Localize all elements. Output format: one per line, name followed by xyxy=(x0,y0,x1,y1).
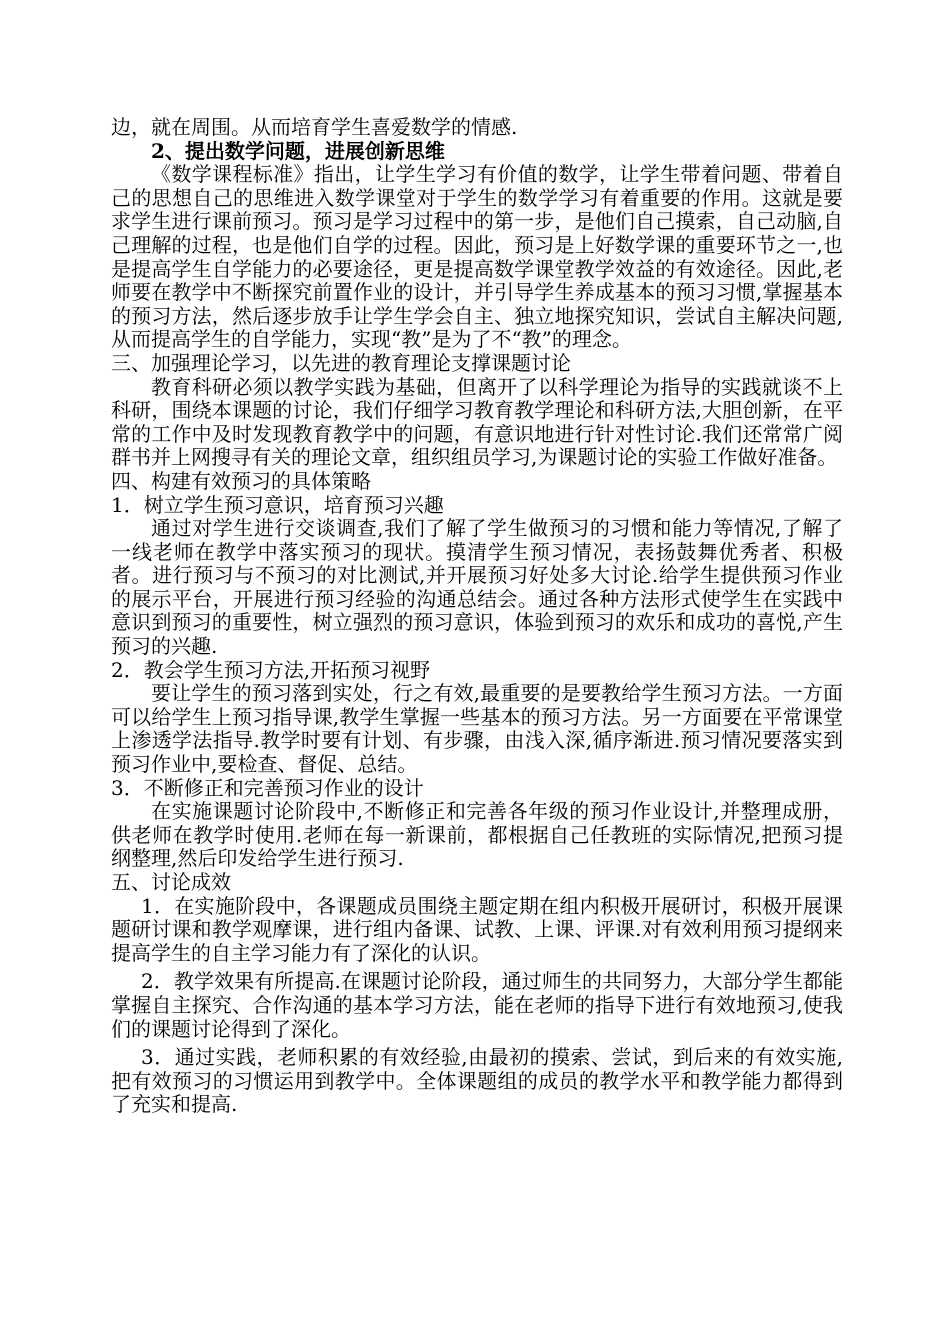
paragraph-curriculum-standard: 《数学课程标准》指出，让学生学习有价值的数学，让学生带着问题、带着自己的思想自己的思维进入数学课堂对于学生的数学学习有着重要的作用。这就是要求学生进行课前预习。预习是学习过程中的第一步，是他们自己摸索，自己动脑,自己理解的过程，也是他们自学的过程。因此，预习是上好数学课的重要环节之一,也是提高学生自学能力的必要途径，更是提高数学课堂教学效益的有效途径。因此,老师要在教学中不断探究前置作业的设计，并引导学生养成基本的预习习惯,掌握基本的预习方法，然后逐步放手让学生学会自主、独立地探究知识，尝试自主解决问题,从而提高学生的自学能力，实现“教”是为了不“教”的理念。 xyxy=(111,162,843,352)
subheading-strategy-1: 1．树立学生预习意识，培育预习兴趣 xyxy=(111,492,444,517)
paragraph-result-3: 3．通过实践，老师积累的有效经验,由最初的摸索、尝试，到后来的有效实施,把有效预习的习惯运用到教学中。全体课题组的成员的教学水平和教学能力都得到了充实和提高. xyxy=(111,1045,843,1117)
subheading-strategy-3: 3．不断修正和完善预习作业的设计 xyxy=(111,775,424,800)
paragraph-result-1: 1．在实施阶段中，各课题成员围绕主题定期在组内积极开展研讨，积极开展课题研讨课和教学观摩课，进行组内备课、试教、上课、评课.对有效利用预习提纲来提高学生的自主学习能力有了深化的认识。 xyxy=(111,893,843,965)
subheading-strategy-2: 2．教会学生预习方法,开拓预习视野 xyxy=(111,657,431,682)
paragraph-strategy-3: 在实施课题讨论阶段中,不断修正和完善各年级的预习作业设计,并整理成册，供老师在教学时使用.老师在每一新课前，都根据自己任教班的实际情况,把预习提纲整理,然后印发给学生进行预习. xyxy=(111,799,843,871)
paragraph-strategy-2: 要让学生的预习落到实处，行之有效,最重要的是要教给学生预习方法。一方面可以给学生上预习指导课,教学生掌握一些基本的预习方法。另一方面要在平常课堂上渗透学法指导.教学时要有计划、有步骤，由浅入深,循序渐进.预习情况要落实到预习作业中,要检查、督促、总结。 xyxy=(111,681,843,777)
section-heading-strategies: 四、构建有效预习的具体策略 xyxy=(111,468,371,493)
section-heading-theory: 三、加强理论学习，以先进的教育理论支撑课题讨论 xyxy=(111,350,571,375)
document-page xyxy=(111,116,843,1117)
subheading-math-problems: 2、提出数学问题，进展创新思维 xyxy=(151,138,445,163)
paragraph-intro-end: 边，就在周围。从而培育学生喜爱数学的情感. xyxy=(111,115,518,139)
section-heading-results: 五、讨论成效 xyxy=(111,870,231,894)
paragraph-theory: 教育科研必须以教学实践为基础，但离开了以科学理论为指导的实践就谈不上科研，围绕本课题的讨论，我们仔细学习教育教学理论和科研方法,大胆创新，在平常的工作中及时发现教育教学中的问题，有意识地进行针对性讨论.我们还常常广阅群书并上网搜寻有关的理论文章，组织组员学习,为课题讨论的实验工作做好准备。 xyxy=(111,374,843,470)
paragraph-result-2: 2．教学效果有所提高.在课题讨论阶段，通过师生的共同努力，大部分学生都能掌握自主探究、合作沟通的基本学习方法，能在老师的指导下进行有效地预习,使我们的课题讨论得到了深化。 xyxy=(111,969,843,1041)
paragraph-strategy-1: 通过对学生进行交谈调查,我们了解了学生做预习的习惯和能力等情况,了解了一线老师在教学中落实预习的现状。摸清学生预习情况，表扬鼓舞优秀者、积极者。进行预习与不预习的对比测试,并开展预习好处多大讨论.给学生提供预习作业的展示平台，开展进行预习经验的沟通总结会。通过各种方法形式使学生在实践中意识到预习的重要性，树立强烈的预习意识，体验到预习的欢乐和成功的喜悦,产生预习的兴趣. xyxy=(111,516,843,659)
